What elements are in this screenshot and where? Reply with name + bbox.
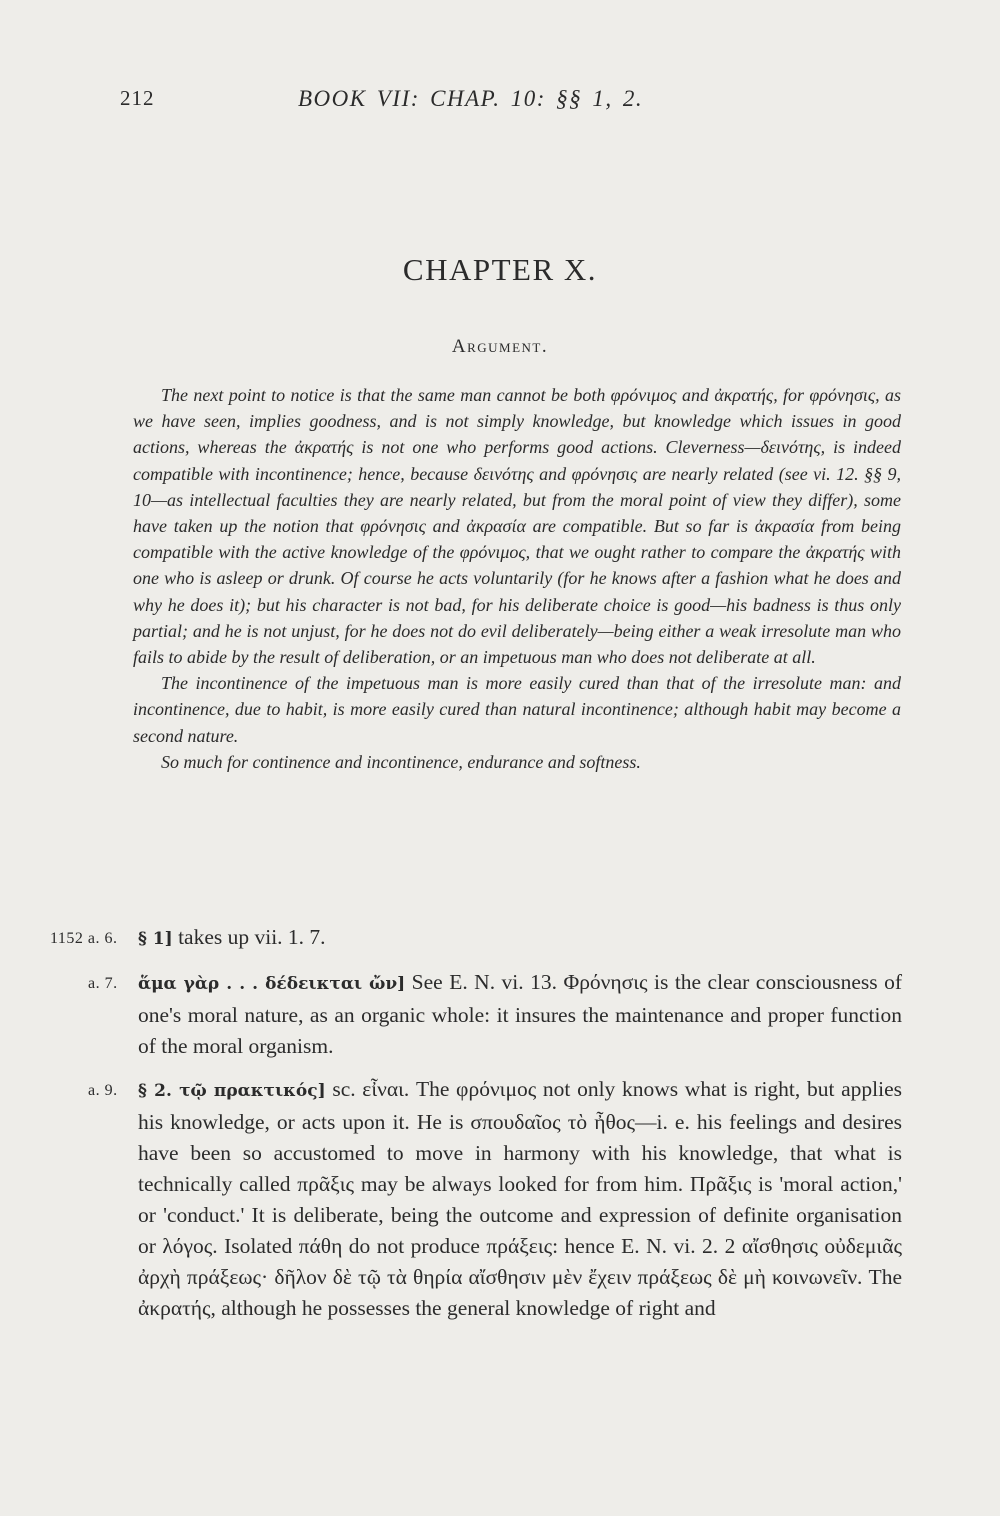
argument-heading: Argument. bbox=[451, 336, 549, 357]
note-body bbox=[138, 922, 902, 955]
page-number: 212 bbox=[120, 86, 155, 110]
note-body bbox=[138, 1074, 902, 1324]
note-text: sc. εἶναι. The φρόνιμος not only knows what is right, but applies his knowledge, or acts upon it. He is σπουδαῖος τὸ ἦθος—i. e. his feelings and desires have been so accustomed to move in harmony with his knowledge, that what is technically called πρᾶξις may be always looked for from him. Πρᾶξις is 'moral action,' or 'conduct.' It is deliberate, being the outcome and expression of definite organisation or λόγος. Isolated πάθη do not produce πράξεις: hence E. N. vi. 2. 2 αἴσθησις οὐδεμιᾶς ἀρχὴ πράξεως· δῆλον δὲ τῷ τὰ θηρία αἴσθησιν μὲν ἔχειν πράξεως δὲ μὴ κοινωνεῖν. The ἀκρατής, although he possesses the general knowledge of right and bbox=[138, 1077, 903, 1320]
note-lemma: § 1] bbox=[138, 929, 173, 949]
note-item bbox=[0, 967, 1000, 1062]
argument-paragraph: The incontinence of the impetuous man is more easily cured than that of the irresolute man: and incontinence, due to habit, is more easily cured than natural incontinence; although habit may become a second nature. bbox=[133, 673, 901, 746]
note-lemma: § 2. τῷ πρακτικός] bbox=[138, 1081, 326, 1101]
line-reference: 1152 a. 6. bbox=[50, 930, 118, 947]
commentary-notes bbox=[0, 922, 1000, 1336]
argument-section bbox=[133, 382, 901, 775]
line-reference: a. 9. bbox=[88, 1082, 118, 1099]
argument-paragraph: So much for continence and incontinence, endurance and softness. bbox=[161, 751, 641, 772]
chapter-title: CHAPTER X. bbox=[402, 252, 598, 287]
page-header bbox=[0, 86, 1000, 126]
note-text: See E. N. vi. 13. Φρόνησις is the clear consciousness of one's moral nature, as an organic whole: it insures the maintenance and proper function of the moral organism. bbox=[138, 970, 903, 1058]
note-lemma: ἅμα γὰρ . . . δέδεικται ὤν] bbox=[138, 974, 406, 994]
note-item bbox=[0, 922, 1000, 955]
note-body bbox=[138, 967, 902, 1062]
note-item bbox=[0, 1074, 1000, 1324]
running-head: BOOK VII: CHAP. 10: §§ 1, 2. bbox=[298, 86, 644, 111]
argument-paragraph: The next point to notice is that the same man cannot be both φρόνιμος and ἀκρατής, for φρόνησις, as we have seen, implies goodness, and is not simply knowledge, but knowledge which issues in good actions, whereas the ἀκρατής is not one who performs good actions. Cleverness—δεινότης, is indeed compatible with incontinence; hence, because δεινότης and φρόνησις are nearly related (see vi. 12. §§ 9, 10—as intellectual faculties they are nearly related, but from the moral point of view they differ), some have taken up the notion that φρόνησις and ἀκρασία are compatible. But so far is ἀκρασία from being compatible with the active knowledge of the φρόνιμος, that we ought rather to compare the ἀκρατής with one who is asleep or drunk. Of course he acts voluntarily (for he knows after a fashion what he does and why he does it); but his character is not bad, for his deliberate choice is good—his badness is thus only partial; and he is not unjust, for he does not do evil deliberately—being either a weak irresolute man who fails to abide by the result of deliberation, or an impetuous man who does not deliberate at all. bbox=[133, 385, 901, 668]
note-text: takes up vii. 1. 7. bbox=[178, 925, 326, 949]
line-reference: a. 7. bbox=[88, 975, 118, 992]
